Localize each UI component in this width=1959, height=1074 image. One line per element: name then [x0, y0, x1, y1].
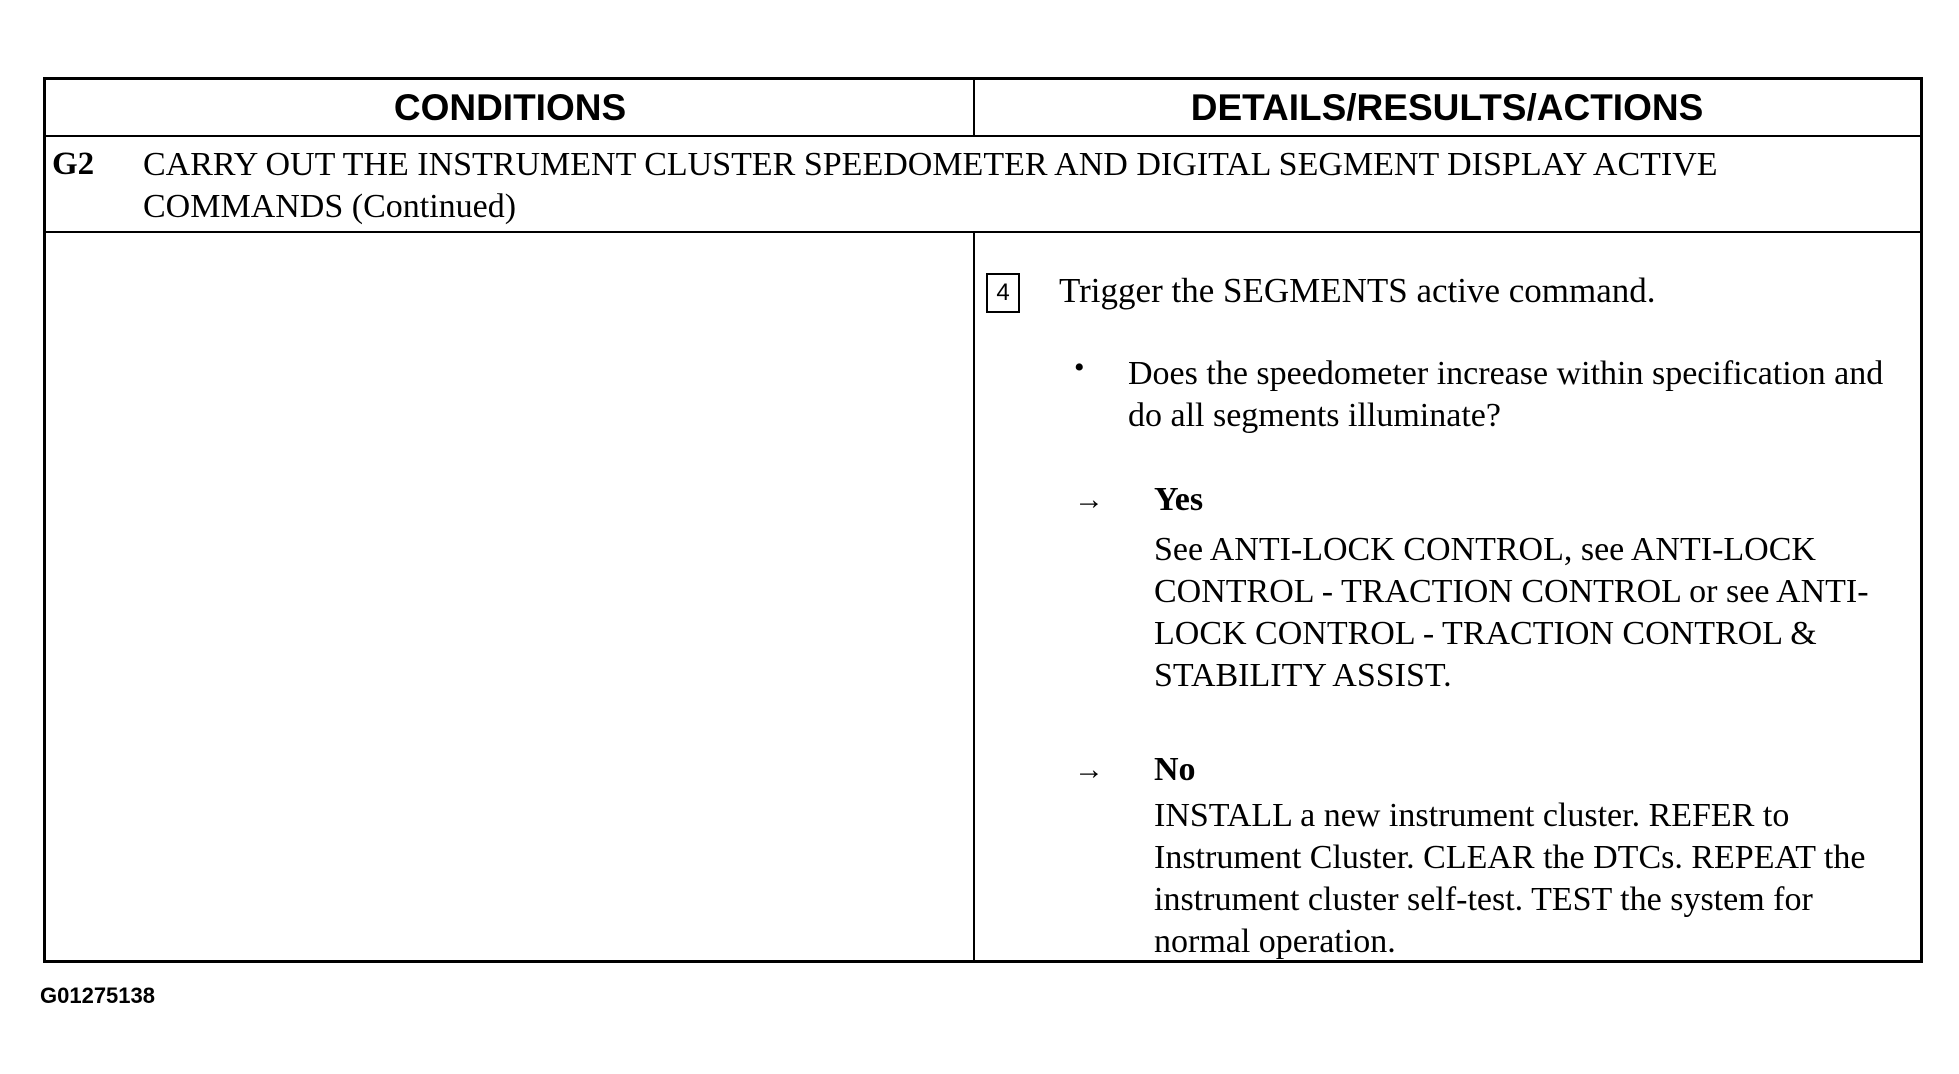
- diagnostic-table: [43, 77, 1923, 963]
- step-instruction: Trigger the SEGMENTS active command.: [1059, 271, 1656, 310]
- step-code: G2: [52, 146, 95, 182]
- header-conditions: CONDITIONS: [393, 87, 627, 128]
- header-details-results-actions: DETAILS/RESULTS/ACTIONS: [1190, 87, 1704, 128]
- step-title: CARRY OUT THE INSTRUMENT CLUSTER SPEEDOMETER AND DIGITAL SEGMENT DISPLAY ACTIVE COMMANDS (Continued): [143, 146, 1718, 225]
- step-question: Does the speedometer increase within specification and do all segments illuminate?: [1128, 355, 1884, 434]
- arrow-right-icon: →: [1074, 753, 1104, 786]
- arrow-right-icon: →: [1074, 483, 1104, 516]
- header-divider: [973, 80, 975, 135]
- details-cell: [974, 233, 1920, 960]
- result-yes-label: Yes: [1154, 481, 1204, 518]
- result-yes-text: See ANTI-LOCK CONTROL, see ANTI-LOCK CONTROL - TRACTION CONTROL or see ANTI-LOCK CONTROL - TRACTION CONTROL & STABILITY ASSIST.: [1154, 531, 1869, 694]
- result-no-label: No: [1154, 751, 1196, 788]
- step-number-box: 4: [986, 273, 1020, 313]
- figure-id: G01275138: [40, 983, 155, 1008]
- result-no-text: INSTALL a new instrument cluster. REFER to Instrument Cluster. CLEAR the DTCs. REPEAT the instrument cluster self-test. TEST the system for normal operation.: [1154, 797, 1866, 960]
- bullet-icon: •: [1074, 351, 1085, 384]
- header-rule: [46, 135, 1920, 137]
